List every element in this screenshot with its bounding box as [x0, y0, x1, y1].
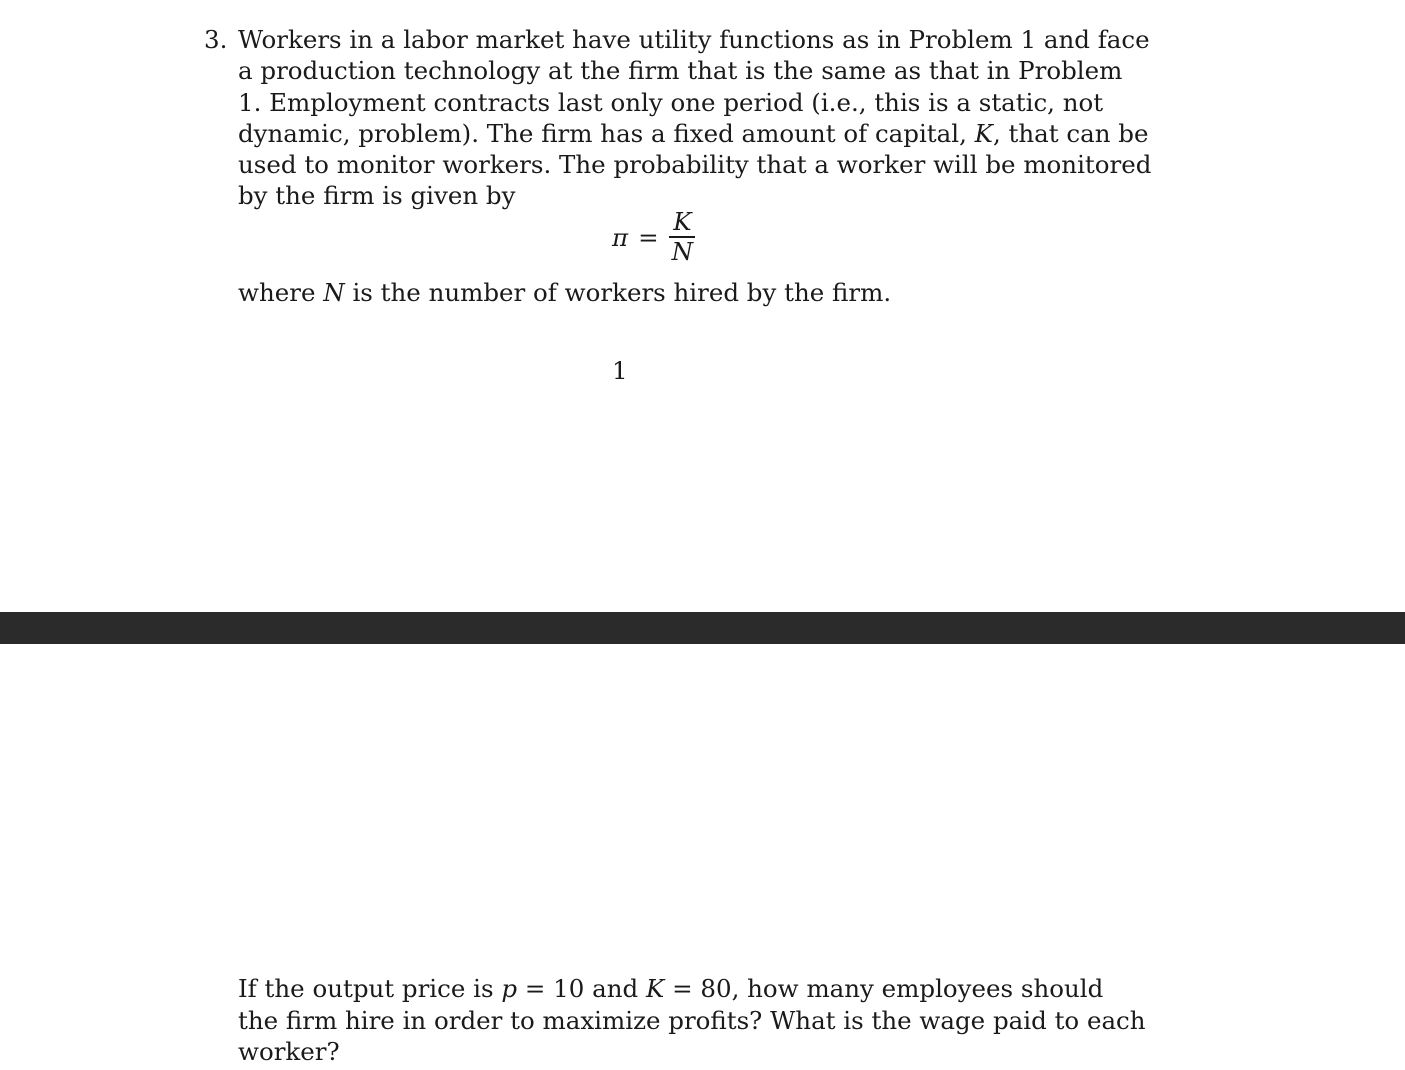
text-segment: , that can be — [992, 119, 1149, 148]
capital-variable: K — [645, 974, 665, 1003]
problem-text-line-5: used to monitor workers. The probability that a worker will be monitored — [238, 150, 1152, 179]
text-segment: is the number of workers hired by the firm. — [344, 278, 892, 307]
page-number: 1 — [612, 356, 628, 385]
page-bottom — [0, 644, 1405, 1070]
text-segment: dynamic, problem). The firm has a fixed amount of capital, — [238, 119, 975, 148]
problem-text-line-2: a production technology at the firm that is the same as that in Problem — [238, 56, 1123, 85]
equation-lhs: π — [612, 222, 629, 252]
fraction-numerator: K — [673, 207, 692, 237]
question-line-2: the firm hire in order to maximize profits? What is the wage paid to each — [238, 1006, 1146, 1035]
problem-text-line-4 — [238, 118, 1149, 149]
where-clause — [238, 277, 1070, 308]
problem-text-line-6: by the firm is given by — [238, 181, 516, 210]
text-segment: = 80, how many employees should — [664, 974, 1104, 1003]
price-variable: p — [501, 974, 518, 1003]
question-line-1 — [238, 973, 1104, 1004]
fraction — [669, 208, 696, 265]
problem-number: 3. — [204, 25, 228, 54]
problem-text-line-3: 1. Employment contracts last only one period (i.e., this is a static, not — [238, 88, 1104, 117]
question-line-3: worker? — [238, 1037, 340, 1066]
text-segment: If the output price is — [238, 974, 502, 1003]
monitoring-probability-equation — [612, 206, 696, 268]
equation-equals: = — [638, 222, 659, 252]
workers-variable: N — [323, 278, 345, 307]
page-separator — [0, 612, 1405, 644]
text-segment: where — [238, 278, 324, 307]
capital-variable: K — [974, 119, 993, 148]
fraction-denominator: N — [671, 236, 694, 266]
text-segment: = 10 and — [517, 974, 646, 1003]
problem-text-line-1: Workers in a labor market have utility functions as in Problem 1 and face — [238, 25, 1150, 54]
